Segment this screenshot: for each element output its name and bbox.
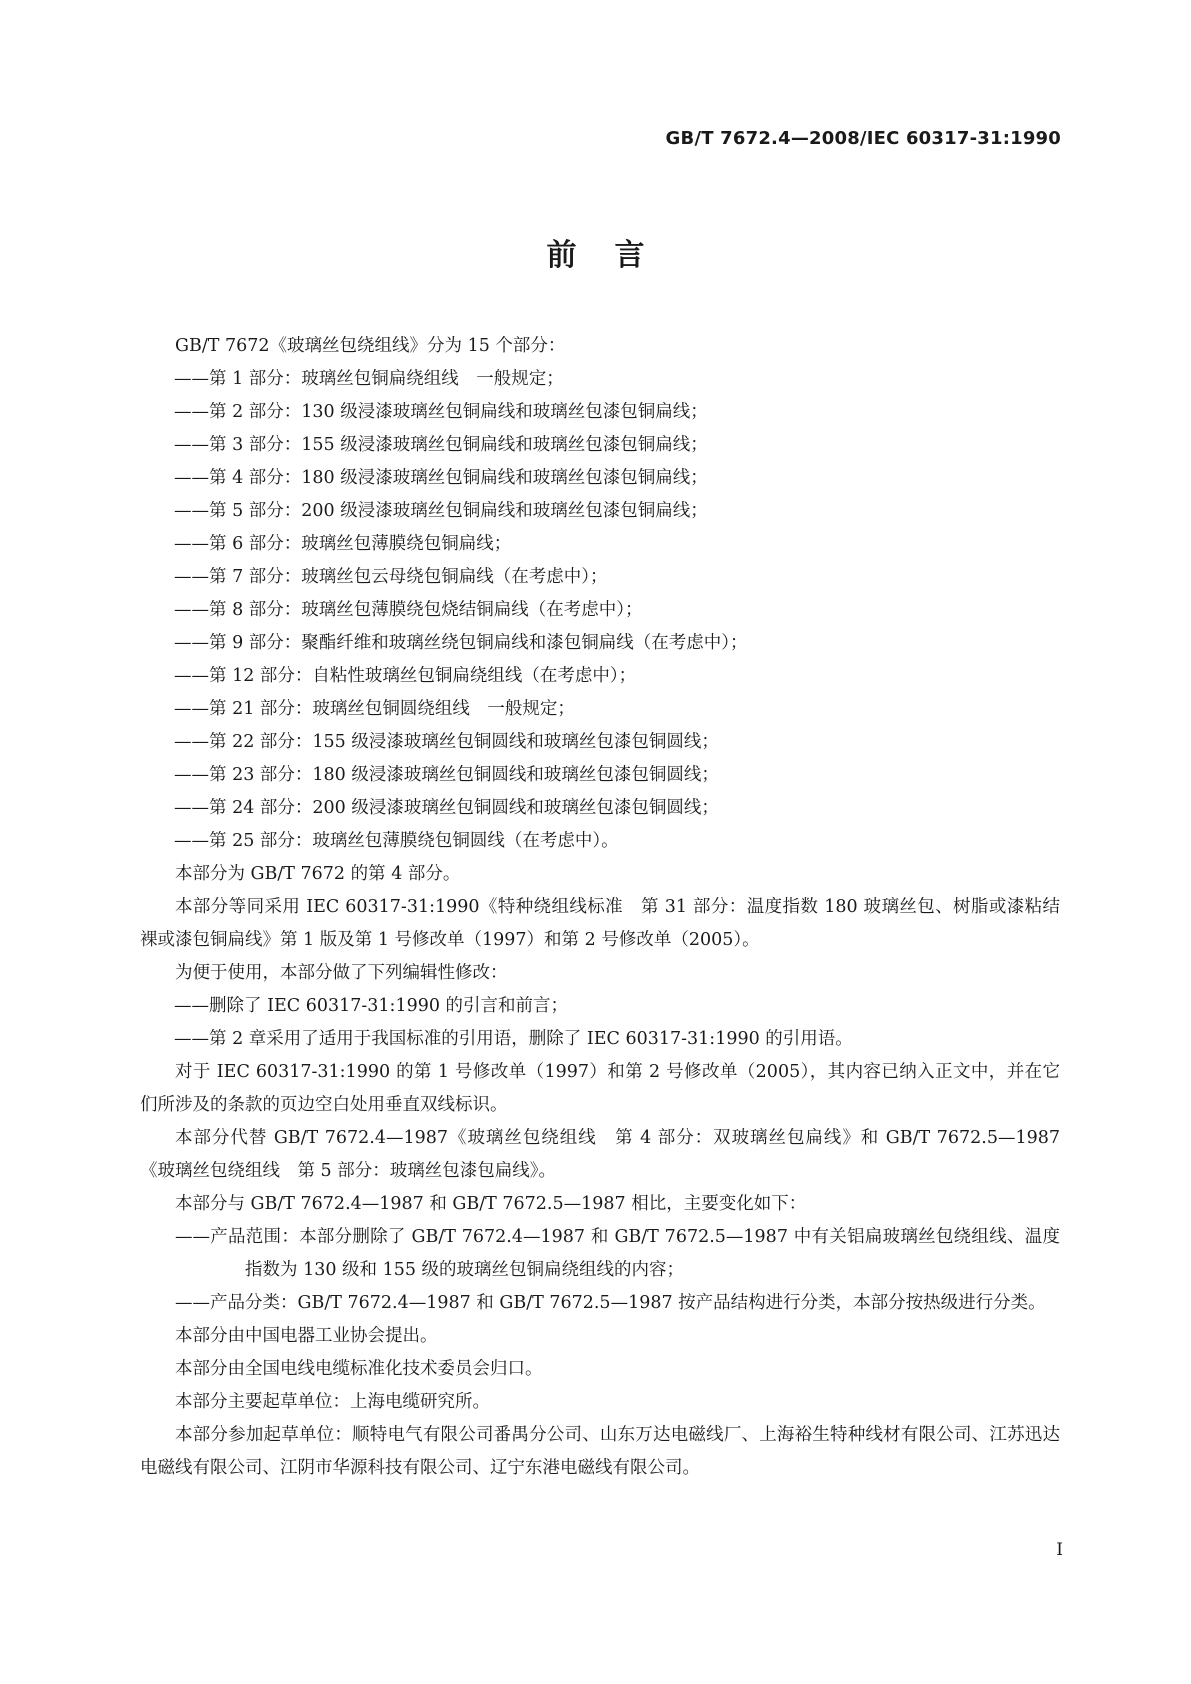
paragraph: 为便于使用，本部分做了下列编辑性修改： — [175, 963, 508, 983]
list-item: ——产品范围：本部分删除了 GB/T 7672.4—1987 和 GB/T 7672.5—1987 中有关铝扁玻璃丝包绕组线、温度指数为 130 级和 155 级的玻璃丝包铜扁绕组线的内容； — [175, 1227, 1060, 1280]
foreword-body — [140, 330, 1060, 1485]
list-item: ——第 23 部分：180 级浸漆玻璃丝包铜圆线和玻璃丝包漆包铜圆线； — [174, 765, 719, 785]
list-item: ——第 8 部分：玻璃丝包薄膜绕包烧结铜扁线（在考虑中）； — [174, 600, 643, 620]
standard-number: GB/T 7672.4—2008/IEC 60317-31:1990 — [665, 128, 1061, 149]
page-number: I — [1056, 1540, 1063, 1560]
paragraph: 本部分代替 GB/T 7672.4—1987《玻璃丝包绕组线 第 4 部分：双玻璃丝包扁线》和 GB/T 7672.5—1987《玻璃丝包绕组线 第 5 部分：玻璃丝包漆包扁线》。 — [140, 1128, 1060, 1181]
paragraph: 本部分等同采用 IEC 60317-31:1990《特种绕组线标准 第 31 部分：温度指数 180 玻璃丝包、树脂或漆粘结裸或漆包铜扁线》第 1 版及第 1 号修改单（1997）和第 2 号修改单（2005）。 — [140, 897, 1060, 950]
paragraph: 本部分由中国电器工业协会提出。 — [175, 1326, 438, 1346]
list-item: ——第 2 部分：130 级浸漆玻璃丝包铜扁线和玻璃丝包漆包铜扁线； — [174, 402, 708, 422]
list-item: ——第 5 部分：200 级浸漆玻璃丝包铜扁线和玻璃丝包漆包铜扁线； — [174, 501, 708, 521]
list-item: ——第 4 部分：180 级浸漆玻璃丝包铜扁线和玻璃丝包漆包铜扁线； — [174, 468, 708, 488]
paragraph: 本部分与 GB/T 7672.4—1987 和 GB/T 7672.5—1987 相比，主要变化如下： — [175, 1194, 807, 1214]
paragraph: 本部分为 GB/T 7672 的第 4 部分。 — [175, 864, 461, 884]
list-item: ——第 9 部分：聚酯纤维和玻璃丝绕包铜扁线和漆包铜扁线（在考虑中）； — [174, 633, 748, 653]
list-item: ——产品分类：GB/T 7672.4—1987 和 GB/T 7672.5—1987 按产品结构进行分类，本部分按热级进行分类。 — [175, 1293, 1046, 1313]
list-item: ——第 7 部分：玻璃丝包云母绕包铜扁线（在考虑中）； — [174, 567, 608, 587]
list-item: ——第 25 部分：玻璃丝包薄膜绕包铜圆线（在考虑中）。 — [174, 831, 619, 851]
list-item: ——第 12 部分：自粘性玻璃丝包铜扁绕组线（在考虑中）； — [174, 666, 637, 686]
list-item: ——第 21 部分：玻璃丝包铜圆绕组线 一般规定； — [174, 699, 575, 719]
paragraph: 对于 IEC 60317-31:1990 的第 1 号修改单（1997）和第 2 号修改单（2005），其内容已纳入正文中，并在它们所涉及的条款的页边空白处用垂直双线标识。 — [140, 1062, 1060, 1115]
list-item: ——第 3 部分：155 级浸漆玻璃丝包铜扁线和玻璃丝包漆包铜扁线； — [174, 435, 708, 455]
list-item: ——第 22 部分：155 级浸漆玻璃丝包铜圆线和玻璃丝包漆包铜圆线； — [174, 732, 719, 752]
list-item: ——第 24 部分：200 级浸漆玻璃丝包铜圆线和玻璃丝包漆包铜圆线； — [174, 798, 719, 818]
paragraph: 本部分参加起草单位：顺特电气有限公司番禺分公司、山东万达电磁线厂、上海裕生特种线材有限公司、江苏迅达电磁线有限公司、江阴市华源科技有限公司、辽宁东港电磁线有限公司。 — [140, 1425, 1060, 1478]
list-item: ——删除了 IEC 60317-31:1990 的引言和前言； — [174, 996, 569, 1016]
paragraph: GB/T 7672《玻璃丝包绕组线》分为 15 个部分： — [175, 336, 566, 356]
list-item: ——第 1 部分：玻璃丝包铜扁绕组线 一般规定； — [174, 369, 564, 389]
list-item: ——第 6 部分：玻璃丝包薄膜绕包铜扁线； — [174, 534, 512, 554]
page-title: 前言 — [546, 238, 683, 273]
paragraph: 本部分由全国电线电缆标准化技术委员会归口。 — [175, 1359, 543, 1379]
list-item: ——第 2 章采用了适用于我国标准的引用语，删除了 IEC 60317-31:1990 的引用语。 — [174, 1029, 853, 1049]
paragraph: 本部分主要起草单位：上海电缆研究所。 — [175, 1392, 490, 1412]
